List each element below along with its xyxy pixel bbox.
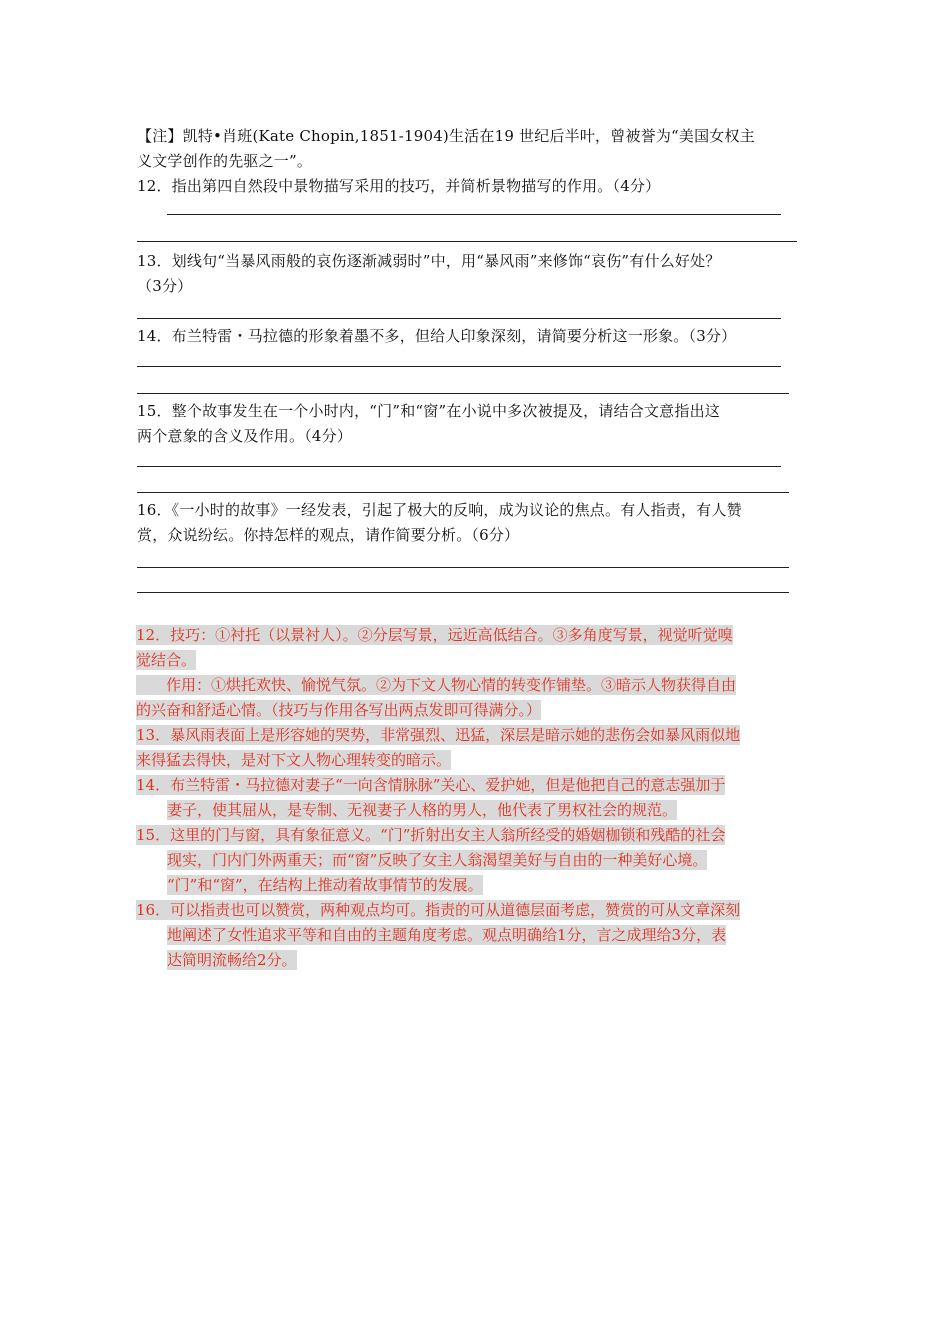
answer-15-line-3: “门”和“窗”，在结构上推动着故事情节的发展。 xyxy=(167,876,483,894)
answer-line xyxy=(137,492,789,493)
answer-line xyxy=(137,318,781,319)
question-13-line-1: 13．划线句“当暴风雨般的哀伤逐渐减弱时”中，用“暴风雨”来修饰“哀伤”有什么好处？ xyxy=(137,252,721,270)
answer-12-line-3: 作用：①烘托欢快、愉悦气氛。②为下文人物心情的转变作铺垫。③暗示人物获得自由 xyxy=(136,676,737,694)
answer-12-line-1: 12．技巧：①衬托（以景衬人）。②分层写景，远近高低结合。③多角度写景，视觉听觉嗅 xyxy=(136,626,733,644)
answer-15-line-2: 现实，门内门外两重天；而“窗”反映了女主人翁渴望美好与自由的一种美好心境。 xyxy=(167,851,708,869)
question-15-line-1: 15．整个故事发生在一个小时内，“门”和“窗”在小说中多次被提及，请结合文意指出这 xyxy=(137,402,720,420)
answer-16-line-1: 16．可以指责也可以赞赏，两种观点均可。指责的可从道德层面考虑，赞赏的可从文章深刻 xyxy=(136,901,741,919)
answer-13-line-2: 来得猛去得快，是对下文人物心理转变的暗示。 xyxy=(136,751,452,769)
answer-line xyxy=(167,214,781,215)
note-line-2: 义文学创作的先驱之一”。 xyxy=(137,152,313,170)
answer-14-line-2: 妻子，使其屈从，是专制、无视妻子人格的男人，他代表了男权社会的规范。 xyxy=(167,801,678,819)
question-12: 12．指出第四自然段中景物描写采用的技巧，并简析景物描写的作用。（4分） xyxy=(137,177,661,195)
note-line-1: 【注】凯特•肖班(Kate Chopin,1851-1904)生活在19 世纪后半叶，曾被誉为“美国女权主 xyxy=(137,127,755,145)
answer-line xyxy=(137,592,789,593)
answer-16-line-2: 地阐述了女性追求平等和自由的主题角度考虑。观点明确给1分，言之成理给3分，表 xyxy=(167,926,727,944)
answer-line xyxy=(137,466,781,467)
question-16-line-1: 16．《一小时的故事》一经发表，引起了极大的反响，成为议论的焦点。有人指责，有人赞 xyxy=(137,501,742,519)
answer-12-line-4: 的兴奋和舒适心情。（技巧与作用各写出两点发即可得满分。） xyxy=(136,701,542,719)
answer-15-line-1: 15．这里的门与窗，具有象征意义。“门”折射出女主人翁所经受的婚姻枷锁和残酷的社会 xyxy=(136,826,726,844)
answer-line xyxy=(137,567,789,568)
answer-12-line-2: 觉结合。 xyxy=(136,651,197,669)
answer-line xyxy=(137,241,797,242)
answer-14-line-1: 14．布兰特雷・马拉德对妻子“一向含情脉脉”关心、爱护她，但是他把自己的意志强加于 xyxy=(136,776,726,794)
question-16-line-2: 赏，众说纷纭。你持怎样的观点，请作简要分析。（6分） xyxy=(137,526,520,544)
answer-16-line-3: 达简明流畅给2分。 xyxy=(167,951,297,969)
question-15-line-2: 两个意象的含义及作用。（4分） xyxy=(137,427,353,445)
question-13-line-2: （3分） xyxy=(137,277,193,295)
answer-line xyxy=(137,393,789,394)
answer-line xyxy=(137,366,781,367)
answer-13-line-1: 13．暴风雨表面上是形容她的哭势，非常强烈、迅猛，深层是暗示她的悲伤会如暴风雨似地 xyxy=(136,726,741,744)
question-14: 14．布兰特雷・马拉德的形象着墨不多，但给人印象深刻，请简要分析这一形象。（3分） xyxy=(137,327,737,345)
